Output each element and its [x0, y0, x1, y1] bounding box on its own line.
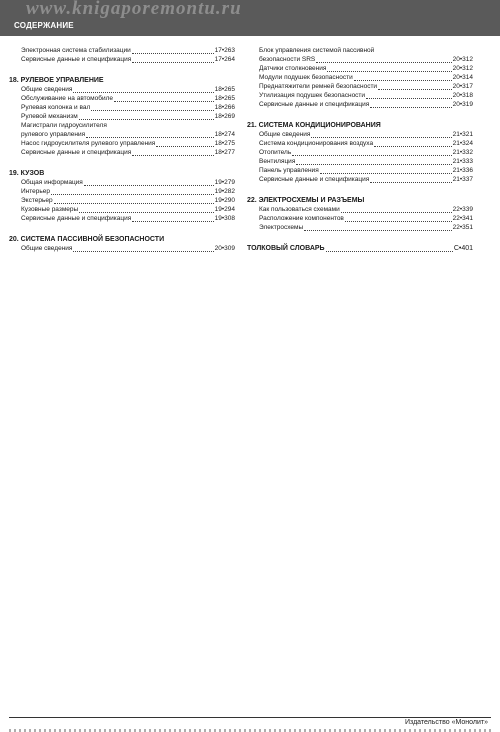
entry-page: 20•314	[452, 74, 473, 81]
entry-title: Сервисные данные и спецификация	[259, 176, 370, 183]
leader-dots	[304, 224, 451, 231]
entry-page: 17•263	[214, 47, 235, 54]
entry-page: 20•312	[452, 65, 473, 72]
leader-dots	[132, 56, 213, 63]
entry-title: Общие сведения	[21, 245, 73, 252]
entry-title: Сервисные данные и спецификация	[21, 149, 132, 156]
header-banner	[0, 0, 500, 36]
chapter-21-list	[247, 130, 473, 184]
toc-entry[interactable]	[259, 157, 473, 166]
entry-title: Общая информация	[21, 179, 83, 186]
entry-page: 18•269	[214, 113, 235, 120]
toc-entry[interactable]	[21, 205, 235, 214]
entry-page: 20•319	[452, 101, 473, 108]
entry-title: Обслуживание на автомобиле	[21, 95, 113, 102]
toc-entry[interactable]	[259, 205, 473, 214]
entry-page: 18•265	[214, 86, 235, 93]
entry-title: Модули подушек безопасности	[259, 74, 353, 81]
leader-dots	[156, 140, 213, 147]
entry-page: 22•339	[452, 206, 473, 213]
entry-page: 19•282	[214, 188, 235, 195]
leader-dots	[292, 149, 451, 156]
entry-page: 21•333	[452, 158, 473, 165]
dictionary-page: С•401	[453, 245, 473, 252]
entry-page: 18•275	[214, 140, 235, 147]
toc-entry[interactable]	[259, 82, 473, 91]
entry-page: 22•351	[452, 224, 473, 231]
toc-entry[interactable]	[21, 46, 235, 55]
entry-page: 20•318	[452, 92, 473, 99]
entry-title: Общие сведения	[21, 86, 73, 93]
toc-entry[interactable]	[21, 139, 235, 148]
toc-entry[interactable]	[259, 166, 473, 175]
entry-title: Преднатяжители ремней безопасности	[259, 83, 378, 90]
toc-entry[interactable]	[259, 214, 473, 223]
entry-title: Насос гидроусилителя рулевого управления	[21, 140, 156, 147]
toc-entry[interactable]	[259, 139, 473, 148]
entry-title: Общие сведения	[259, 131, 311, 138]
leader-dots	[79, 113, 214, 120]
entry-title: безопасности SRS	[259, 56, 316, 63]
leader-dots	[51, 188, 214, 195]
chapter-heading-20[interactable]: 20. СИСТЕМА ПАССИВНОЙ БЕЗОПАСНОСТИ	[9, 236, 165, 243]
toc-entry[interactable]	[259, 91, 473, 100]
chapter-heading-21[interactable]: 21. СИСТЕМА КОНДИЦИОНИРОВАНИЯ	[247, 122, 381, 129]
entry-title: Экстерьер	[21, 197, 53, 204]
chapter-heading-19[interactable]: 19. КУЗОВ	[9, 170, 45, 177]
entry-page: 19•279	[214, 179, 235, 186]
toc-entry[interactable]	[259, 148, 473, 157]
leader-dots	[311, 131, 451, 138]
toc-entry[interactable]	[21, 85, 235, 94]
leader-dots	[316, 56, 451, 63]
toc-entry[interactable]	[259, 223, 473, 232]
entry-page: 18•265	[214, 95, 235, 102]
chapter-22-list	[247, 205, 473, 232]
entry-title: Электросхемы	[259, 224, 304, 231]
entry-page: 21•321	[452, 131, 473, 138]
toc-entry[interactable]	[259, 64, 473, 73]
publisher-name: Издательство «Монолит»	[404, 719, 488, 726]
watermark-text: www.knigaporemontu.ru	[26, 0, 242, 19]
leader-dots	[132, 149, 213, 156]
leader-dots	[84, 179, 214, 186]
leader-dots	[114, 95, 214, 102]
chapter-20-list	[9, 244, 235, 253]
entry-page: 22•341	[452, 215, 473, 222]
leader-dots	[326, 245, 453, 252]
toc-entry[interactable]	[259, 55, 473, 64]
entry-title: Утилизация подушек безопасности	[259, 92, 366, 99]
entry-page: 20•317	[452, 83, 473, 90]
entry-page: 18•274	[214, 131, 235, 138]
toc-entry[interactable]	[21, 112, 235, 121]
toc-right-column	[247, 46, 473, 253]
leader-dots	[341, 206, 452, 213]
footer-divider	[9, 717, 491, 718]
entry-title: Кузовные размеры	[21, 206, 79, 213]
entry-title: Как пользоваться схемами	[259, 206, 340, 213]
entry-page: 21•324	[452, 140, 473, 147]
toc-entry[interactable]	[21, 244, 235, 253]
entry-title: рулевого управления	[21, 131, 86, 138]
entry-title: Интерьер	[21, 188, 51, 195]
toc-entry[interactable]	[21, 178, 235, 187]
toc-entry[interactable]	[259, 100, 473, 109]
entry-title-line1[interactable]: Магистрали гидроусилителя	[21, 122, 107, 129]
toc-entry[interactable]	[259, 73, 473, 82]
entry-page: 20•312	[452, 56, 473, 63]
entry-title: Рулевая колонка и вал	[21, 104, 91, 111]
entry-title: Электронная система стабилизации	[21, 47, 131, 54]
entry-title: Датчики столкновения	[259, 65, 327, 72]
toc-entry[interactable]	[21, 103, 235, 112]
entry-title: Вентиляция	[259, 158, 296, 165]
leader-dots	[370, 176, 451, 183]
leader-dots	[132, 215, 213, 222]
leader-dots	[327, 65, 451, 72]
leader-dots	[86, 131, 213, 138]
toc-entry[interactable]	[21, 55, 235, 64]
chapter-19-list	[9, 178, 235, 223]
leader-dots	[73, 245, 213, 252]
leader-dots	[345, 215, 452, 222]
entry-page: 18•277	[214, 149, 235, 156]
entry-page: 17•264	[214, 56, 235, 63]
entry-title: Сервисные данные и спецификация	[21, 56, 132, 63]
toc-entry[interactable]	[21, 148, 235, 157]
leader-dots	[296, 158, 451, 165]
entry-page: 19•290	[214, 197, 235, 204]
entry-title: Сервисные данные и спецификация	[259, 101, 370, 108]
dictionary-entry[interactable]	[247, 244, 473, 253]
toc-entry[interactable]	[21, 214, 235, 223]
chapter-heading-22[interactable]: 22. ЭЛЕКТРОСХЕМЫ И РАЗЪЕМЫ	[247, 197, 365, 204]
entry-title: Отопитель	[259, 149, 292, 156]
entry-page: 19•294	[214, 206, 235, 213]
section-title: СОДЕРЖАНИЕ	[14, 21, 74, 30]
entry-title: Сервисные данные и спецификация	[21, 215, 132, 222]
toc-entry[interactable]	[21, 94, 235, 103]
entry-title: Расположение компонентов	[259, 215, 344, 222]
entry-title: Система кондиционирования воздуха	[259, 140, 374, 147]
toc-entry[interactable]	[21, 130, 235, 139]
entry-page: 21•332	[452, 149, 473, 156]
leader-dots	[91, 104, 213, 111]
leader-dots	[79, 206, 213, 213]
leader-dots	[54, 197, 214, 204]
toc-entry[interactable]	[259, 130, 473, 139]
toc-entry[interactable]	[21, 196, 235, 205]
leader-dots	[370, 101, 451, 108]
leader-dots	[366, 92, 452, 99]
toc-entry[interactable]	[21, 187, 235, 196]
entry-page: 19•308	[214, 215, 235, 222]
entry-page: 21•337	[452, 176, 473, 183]
entry-title: Рулевой механизм	[21, 113, 78, 120]
leader-dots	[73, 86, 213, 93]
toc-entry[interactable]	[259, 175, 473, 184]
leader-dots	[374, 140, 452, 147]
entry-title: Панель управления	[259, 167, 319, 174]
entry-page: 18•266	[214, 104, 235, 111]
chapter-18-list	[9, 85, 235, 157]
toc-continued-list	[9, 46, 235, 64]
entry-page: 21•336	[452, 167, 473, 174]
dictionary-title: ТОЛКОВЫЙ СЛОВАРЬ	[247, 245, 325, 252]
leader-dots	[320, 167, 452, 174]
entry-title-line1[interactable]: Блок управления системой пассивной	[259, 47, 375, 54]
toc-continued-list	[247, 46, 473, 109]
entry-page: 20•309	[214, 245, 235, 252]
toc-left-column	[9, 46, 235, 253]
leader-dots	[354, 74, 452, 81]
chapter-heading-18[interactable]: 18. РУЛЕВОЕ УПРАВЛЕНИЕ	[9, 77, 104, 84]
leader-dots	[378, 83, 452, 90]
leader-dots	[132, 47, 214, 54]
